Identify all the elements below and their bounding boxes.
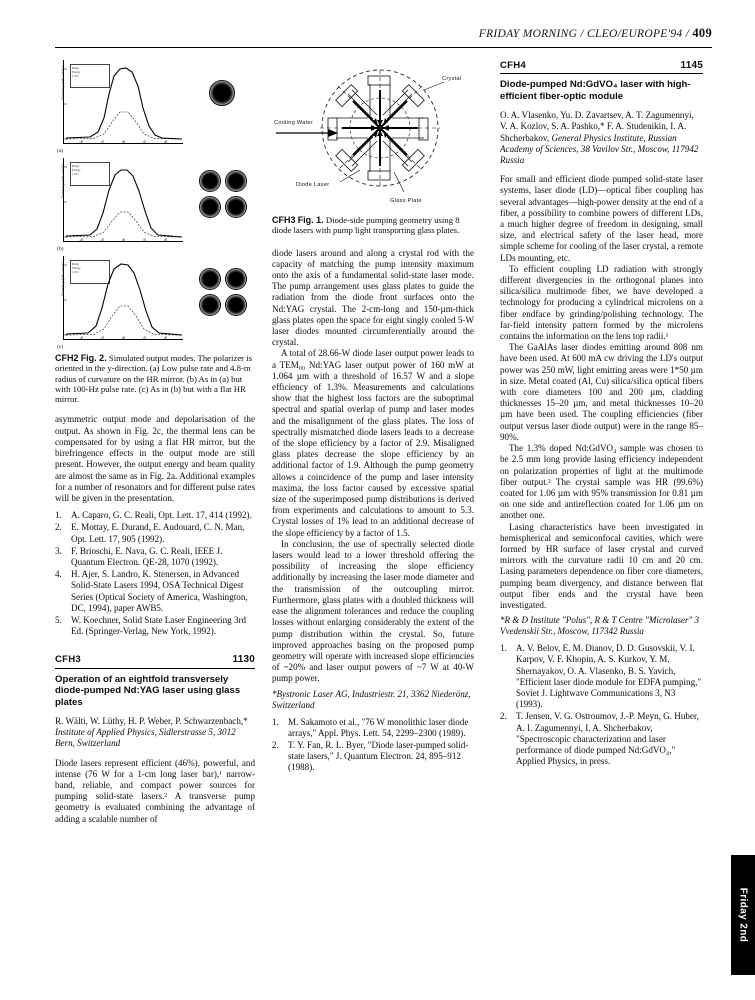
reference-item: [55, 546, 255, 568]
mode-spot: [225, 196, 247, 218]
plot-c-xtick-2: 0: [122, 335, 124, 340]
mode-spot: [199, 170, 221, 192]
plot-c-letter: (c): [57, 344, 64, 350]
reference-number: 5.: [55, 614, 62, 625]
mode-plot-c: [63, 256, 183, 340]
mid-footnote: *Bystronic Laser AG, Industriestr. 21, 3362 Niederönz, Switzerland: [272, 688, 471, 710]
right-reference-list: [500, 643, 703, 767]
label-glass-plate: Glass Plate: [390, 198, 422, 204]
author-affiliation: General Physics Institute, Russian Academy of Sciences, 38 Vavilov Str., Moscow, 117942 Russia: [500, 132, 699, 166]
mode-spot: [209, 80, 235, 106]
mid-paragraph-2: A total of 28.66-W diode laser output power leads to a TEM₀₀ Nd:YAG laser output power of 160 mW at 1.064 µm with a threshold of 16.57 W and a slope efficiency of 1.3%. Measurements and calculations show that the highest loss factors are the suboptimal spectral and spatial overlap of pump and laser modes and the misalignment of the glass plates. The loss of spectrally mismatched diode lasers leads to a decrease of the slope efficiency by a factor of 2.9. Misaligned glass plates decrease the slope efficiency by an additional factor of 1.9. Although the pump geometry allows a coincidence of the pump and laser intensity maxima, the loss factor caused by excessive spatial size of the superimposed pump distributions is derived from experiments and calculations to amount to 5.3. Crystal losses of 1% lead to an additional decrease of the slope efficiency by a factor of 1.5.: [272, 348, 474, 538]
mode-spots-c: [195, 264, 253, 322]
reference-item: [272, 740, 474, 774]
reference-number: 1.: [272, 716, 279, 727]
plot-a-curve: [64, 60, 184, 144]
caption-code: CFH2: [55, 353, 79, 363]
reference-number: 2.: [272, 739, 279, 750]
plot-b-ylabel: Intensity (arb. units): [61, 164, 65, 198]
reference-item: [55, 510, 255, 521]
reference-number: 3.: [55, 545, 62, 556]
mode-spot: [225, 268, 247, 290]
reference-item: [55, 569, 255, 614]
plot-a-legend-box: Pump Energy 1.50 J: [70, 64, 110, 88]
paper-code: CFH3: [55, 654, 81, 666]
paper-head-rule: [55, 668, 255, 669]
reference-number: 1.: [55, 510, 62, 521]
mode-spot: [225, 294, 247, 316]
paper-title: Diode-pumped Nd:GdVO₄ laser with high-efficient fiber-optic module: [500, 79, 691, 102]
running-head: [479, 26, 712, 41]
plot-a-xtick-1: -1: [100, 139, 103, 144]
plot-b-xtick-1: -1: [100, 237, 103, 242]
right-footnote: *R & D Institute "Polus", R & T Centre "Microlaser" 3 Vvedenskii Str., Moscow, 117342 Russia: [500, 615, 700, 637]
mode-spot: [225, 170, 247, 192]
paper-title: Operation of an eightfold transversely diode-pumped Nd:YAG laser using glass plates: [55, 673, 241, 708]
reference-item: [500, 711, 703, 767]
reference-item: [55, 615, 255, 637]
author-names: O. A. Vlasenko, Yu. D. Zavartsev, A. T. Zagumennyi, V. A. Kozlov, S. A. Pashko,* F. A. Studenikin, I. A. Shcherbakov,: [500, 110, 694, 143]
mode-plot-a: [63, 60, 183, 144]
author-affiliation: Institute of Applied Physics, Sidlerstrasse 5, 3012 Bern, Switzerland: [55, 727, 236, 749]
plot-b-xtick-2: 0: [122, 237, 124, 242]
plot-a-xtick-4: 2: [164, 139, 166, 144]
reference-item: [55, 522, 255, 544]
reference-text: E. Mottay, E. Durand, E. Audouard, C. N. Man, Opt. Lett. 17, 905 (1992).: [71, 522, 245, 544]
reference-number: 2.: [55, 522, 62, 533]
plot-a-ylabel: Intensity (arb. units): [61, 66, 65, 100]
mode-spots-a: [195, 66, 253, 124]
paper-time: 1130: [232, 654, 255, 666]
caption-code: CFH3: [272, 215, 296, 225]
caption-text: Simulated output modes. The polarizer is oriented in the y-direction. (a) Low pulse rate and 4.8-m radius of curvature on the HR mirror. (b) As in (a) but with 100-Hz pulse rate. (c) As in (b) but with a flat HR mirror.: [55, 353, 253, 405]
reference-number: 1.: [500, 643, 507, 654]
mid-paragraph-3: In conclusion, the use of spectrally selected diode lasers would lead to a lower threshold offering the possibility of increasing the slope efficiency additionally by increasing the laser mode diameter and the transmission of the outcoupling mirror. Furthermore, glass plates with a doubled thickness will ease the alignment tolerances and reduce the coupling losses without enlarging considerably the extent of the pump distribution within the crystal. So, future improved approaches basing on the proposed pump geometry will operate with increased slope efficiencies of ~20% and laser output powers of ~7 W at 40-W pump power.: [272, 538, 474, 684]
reference-text: A. V. Belov, E. M. Dianov, D. D. Gusovskii, V. I. Karpov, V. F. Khopin, A. S. Kurkov, Y. M. Shernayakov, O. A. Vlasenko, B. S. Yavich, "Efficient laser diode module for EDFA pumping," Soviet J. Lightwave Communications 3, N3 (1993).: [516, 643, 702, 710]
figure-simulated-output-modes: [55, 60, 255, 348]
right-paragraph-3: The GaAlAs laser diodes emitting around 808 nm have been used. At 600 mA cw driving the LD's output power was 250 mW, light emitting areas were 1*50 µm in size. Metal coated (Al, Cu) silica/silica optical fibers with core diameters 100 and 200 µm, cladding thicknesses 15–20 µm, and metal thicknesses 10–20 µm have been used. The coupling efficiencies (fiber output versus laser diode output) were in the range 85–90%.: [500, 342, 703, 442]
reference-text: H. Ajer, S. Landro, K. Stenersen, in Advanced Solid-State Lasers 1994, OSA Technical Digest Series (Optical Society of America, Washington, DC, 1994), paper AWB5.: [71, 569, 248, 613]
left-column: [55, 60, 255, 825]
reference-number: 4.: [55, 569, 62, 580]
paper-authors: [55, 716, 255, 750]
mode-spot: [199, 294, 221, 316]
plot-b-curve: [64, 158, 184, 242]
plot-b-xtick-0: -2: [79, 237, 82, 242]
reference-text: W. Koechner, Solid State Laser Engineering 3rd Ed. (Springer-Verlag, New York, 1992).: [71, 614, 247, 637]
right-column: [500, 60, 703, 768]
label-diode-laser: Diode Laser: [296, 182, 330, 188]
cfh3-abstract-start: Diode lasers represent efficient (46%), powerful, and intense (76 W for a 1-cm long laser bar),¹ narrow-band, reliable, and compact power sources for pumping solid-state lasers.² A transverse pump geometry is evaluated combining the advantage of adding a scalable number of: [55, 757, 255, 824]
header-rule: [55, 47, 712, 48]
paper-head-cfh3: [55, 654, 255, 665]
right-paragraph-2: To efficient coupling LD radiation with strongly different divergencies in the orthogonal planes into silica/silica multimode fiber, we have developed a technology for producing a cylindrical microlens on a fiber endface by grinding/polishing technology. The far-field intensity pattern formed by the microlens contains the information on the lens top radii.¹: [500, 263, 703, 342]
reference-item: [500, 643, 703, 710]
plot-c-curve: [64, 256, 184, 340]
right-paragraph-5: Lasing characteristics have been investigated in hemispherical and semiconfocal cavities, which were formed by HR surface of laser crystal and curved mirrors with the curvature radii 10 cm and 20 cm. Lasing parameters dependence on fiber core diameters, pumping beam divergency, and distance between flat output fiber ends and the crystal have been investigated.: [500, 521, 703, 610]
plot-b-xtick-3: 1: [143, 237, 145, 242]
thumb-index-tab: [731, 855, 755, 975]
paper-code: CFH4: [500, 60, 526, 71]
mode-spot: [199, 268, 221, 290]
reference-text: T. Jensen, V. G. Ostroumov, J.-P. Meyn, G. Huber, A. I. Zagumennyi, I. A. Shcherbakov, "Spectroscopic characterization and laser performance of diode pumped Nd:GdVO₄," Applied Physics, in press.: [516, 711, 699, 767]
caption-text: Diode-side pumping geometry using 8 diode lasers with pump light transporting glass plates.: [272, 215, 460, 236]
paper-head-rule: [500, 73, 703, 74]
mid-paragraph-1: diode lasers around and along a crystal rod with the capacity of matching the pump intensity maximum onto the axis of a fundamental solid-state laser mode. The pump arrangement uses glass plates to guide the radiation from the diode front surfaces onto the Nd:YAG crystal. The 2-cm-long and 150-µm-thick glass plates open the space for eight singly cooled 5-W laser diodes mounted circumferentially around the crystal.: [272, 247, 474, 348]
left-body-paragraph: asymmetric output mode and depolarisation of the output. As shown in Fig. 2c, the thermal lens can be compensated for by using a flat HR mirror, but the birefringence effects in the output mode are still present. However, the output energy and beam quality are almost the same as in Fig. 2a. Additional examples for a number of resonators and for different pulse rates will be given in the presentation.: [55, 414, 255, 503]
plot-a-letter: (a): [57, 148, 64, 154]
plot-b-letter: (b): [57, 246, 64, 252]
right-paragraph-1: For small and efficient diode pumped solid-state laser systems, laser diode (LD)—optical fiber coupling has several advantages—high-power density at the end of a fiber, a possibility to combine powers of different LDs, a much higher degree of freedom in designing, small size, and electrical safety of the laser head, more simple scheme for cooling of the laser crystal, a remote LDs mounting, etc.: [500, 174, 703, 263]
label-crystal: Crystal: [442, 76, 462, 82]
paper-time: 1145: [680, 60, 703, 71]
plot-a-xtick-0: -2: [79, 139, 82, 144]
paper-authors: [500, 110, 703, 166]
caption-fig-number: Fig. 1.: [297, 215, 324, 225]
plot-c-xtick-0: -2: [79, 335, 82, 340]
paper-head-cfh4: [500, 60, 703, 71]
page-number: 409: [692, 26, 712, 40]
mode-spot: [199, 196, 221, 218]
reference-text: M. Sakamoto et al., "76 W monolithic laser diode arrays," Appl. Phys. Lett. 54, 2299–2300 (1989).: [288, 716, 469, 738]
reference-text: A. Caparo, G. C. Reali, Opt. Lett. 17, 414 (1992).: [71, 510, 252, 521]
left-reference-list: [55, 510, 255, 637]
plot-a-xtick-3: 1: [143, 139, 145, 144]
running-head-text: FRIDAY MORNING / CLEO/EUROPE'94 /: [478, 28, 690, 40]
reference-item: [272, 717, 474, 739]
plot-a-xtick-2: 0: [122, 139, 124, 144]
mid-reference-list: [272, 717, 474, 774]
reference-text: F. Brioschi, E. Nava, G. C. Reali, IEEE J. Quantum Electron. QE-28, 1070 (1992).: [71, 545, 223, 567]
plot-c-xtick-1: -1: [100, 335, 103, 340]
reference-text: T. Y. Fan, R. L. Byer, "Diode laser-pumped solid-state lasers," J. Quantum Electron. 24, 895–912 (1988).: [288, 739, 469, 773]
figure-caption-cfh2: [55, 353, 255, 404]
mode-plot-b: [63, 158, 183, 242]
mode-spots-b: [195, 166, 253, 224]
label-cooling-water: Cooling Water: [274, 120, 314, 126]
right-paragraph-4: The 1.3% doped Nd:GdVO₄ sample was chosen to be 2.5 mm long provide lasing efficiency independent on polarization properties of light at the multimode fiber output.² The crystal sample was HR (99.6%) coated for 1.06 µm with 95% transmission for 0.81 µm on one side and antireflection coated for 1.06 µm on another one.: [500, 443, 703, 521]
plot-b-legend-box: Pump Energy 1.50 J: [70, 162, 110, 186]
reference-number: 2.: [500, 711, 507, 722]
thumb-tab-label: Friday 2nd: [737, 887, 749, 943]
plot-b-xtick-4: 2: [164, 237, 166, 242]
plot-c-ylabel: Intensity (arb. units): [61, 262, 65, 296]
author-names: R. Wälti, W. Lüthy, H. P. Weber, P. Schwarzenbach,*: [55, 716, 248, 727]
caption-fig-number: Fig. 2.: [80, 353, 107, 363]
figure-pumping-geometry: [272, 60, 474, 210]
plot-c-legend-box: Pump Energy 1.50 J: [70, 260, 110, 284]
plot-c-xtick-4: 2: [164, 335, 166, 340]
middle-column: [272, 60, 474, 775]
plot-c-xtick-3: 1: [143, 335, 145, 340]
figure-caption-cfh3: [272, 215, 474, 236]
